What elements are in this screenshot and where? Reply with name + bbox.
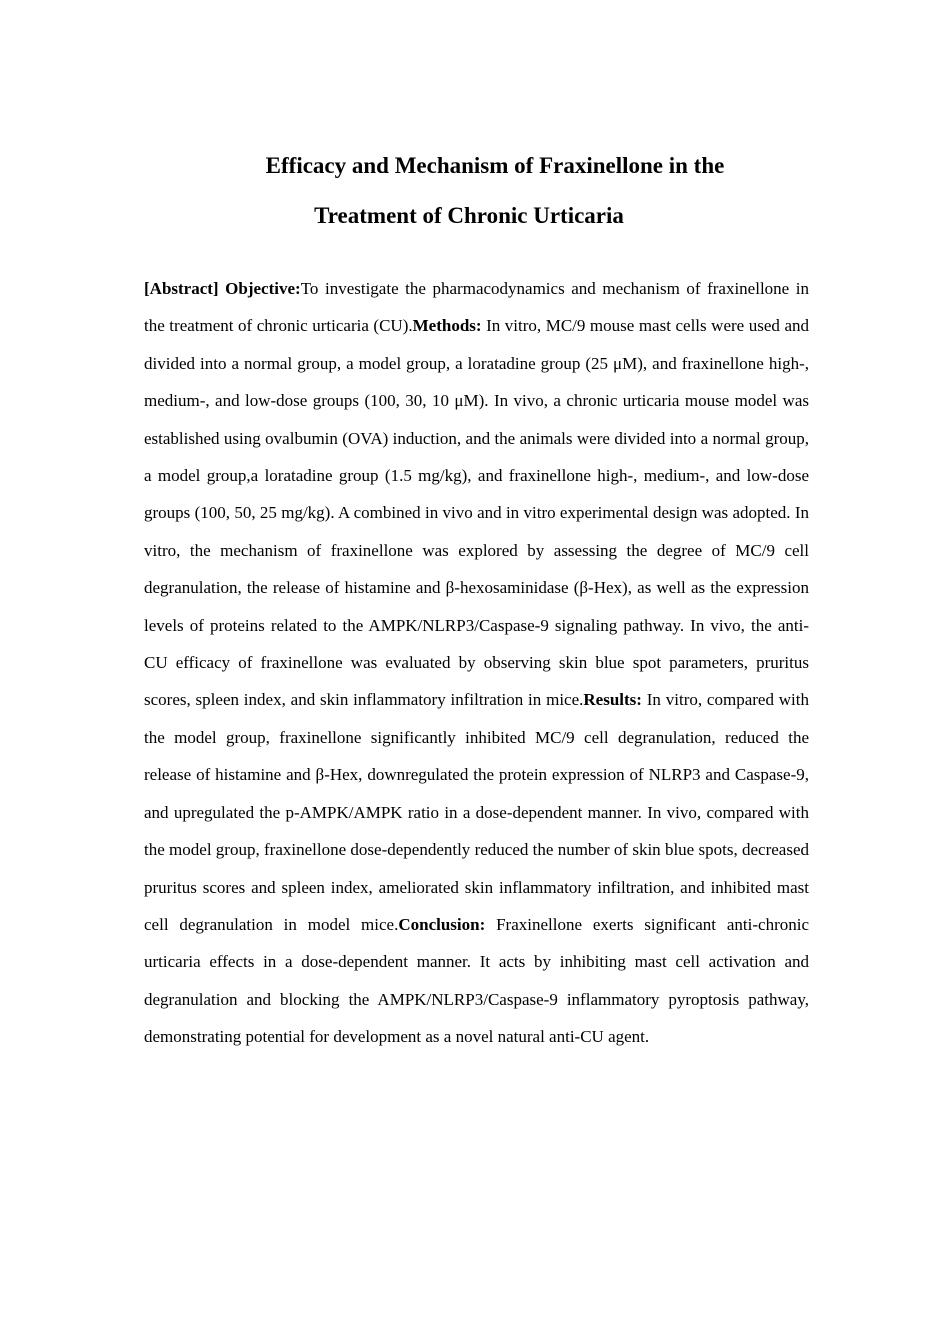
results-heading: Results:: [583, 690, 642, 710]
paper-title-line-2: Treatment of Chronic Urticaria: [314, 203, 624, 228]
conclusion-text: Fraxinellone exerts significant anti-chronic urticaria effects in a dose-dependent manner. It acts by inhibiting mast cell activation and degranulation and blocking the AMPK/NLRP3/Caspase-9 inflammatory pyroptosis pathway, demonstrating potential for development as a novel natural anti-CU agent.: [144, 914, 809, 1047]
objective-heading: Objective:: [225, 279, 301, 298]
methods-heading: Methods:: [412, 316, 482, 336]
conclusion-heading: Conclusion:: [398, 914, 486, 934]
results-text: In vitro, compared with the model group, fraxinellone significantly inhibited MC/9 cell degranulation, reduced the release of histamine and β-Hex, downregulated the protein expression of NLRP3 and Caspase-9, and upregulated the p-AMPK/AMPK ratio in a dose-dependent manner. In vivo, compared with the model group, fraxinellone dose-dependently reduced the number of skin blue spots, decreased pruritus scores and spleen index, ameliorated skin inflammatory infiltration, and inhibited mast cell degranulation in model mice.: [144, 690, 810, 934]
abstract-label: [Abstract]: [144, 279, 219, 298]
paper-title-line-1: Efficacy and Mechanism of Fraxinellone in the: [265, 153, 725, 178]
objective-text: To investigate the pharmacodynamics and mechanism of fraxinellone in the treatment of chronic urticaria (CU).: [144, 279, 810, 336]
abstract-paragraph: [144, 270, 809, 1056]
methods-text: In vitro, MC/9 mouse mast cells were used and divided into a normal group, a model group, a loratadine group (25 μM), and fraxinellone high-, medium-, and low-dose groups (100, 30, 10 μM). In vivo, a chronic urticaria mouse model was established using ovalbumin (OVA) induction, and the animals were divided into a normal group, a model group,a loratadine group (1.5 mg/kg), and fraxinellone high-, medium-, and low-dose groups (100, 50, 25 mg/kg). A combined in vivo and in vitro experimental design was adopted. In vitro, the mechanism of fraxinellone was explored by assessing the degree of MC/9 cell degranulation, the release of histamine and β-hexosaminidase (β-Hex), as well as the expression levels of proteins related to the AMPK/NLRP3/Caspase-9 signaling pathway. In vivo, the anti-CU efficacy of fraxinellone was evaluated by observing skin blue spot parameters, pruritus scores, spleen index, and skin inflammatory infiltration in mice.: [144, 316, 809, 710]
